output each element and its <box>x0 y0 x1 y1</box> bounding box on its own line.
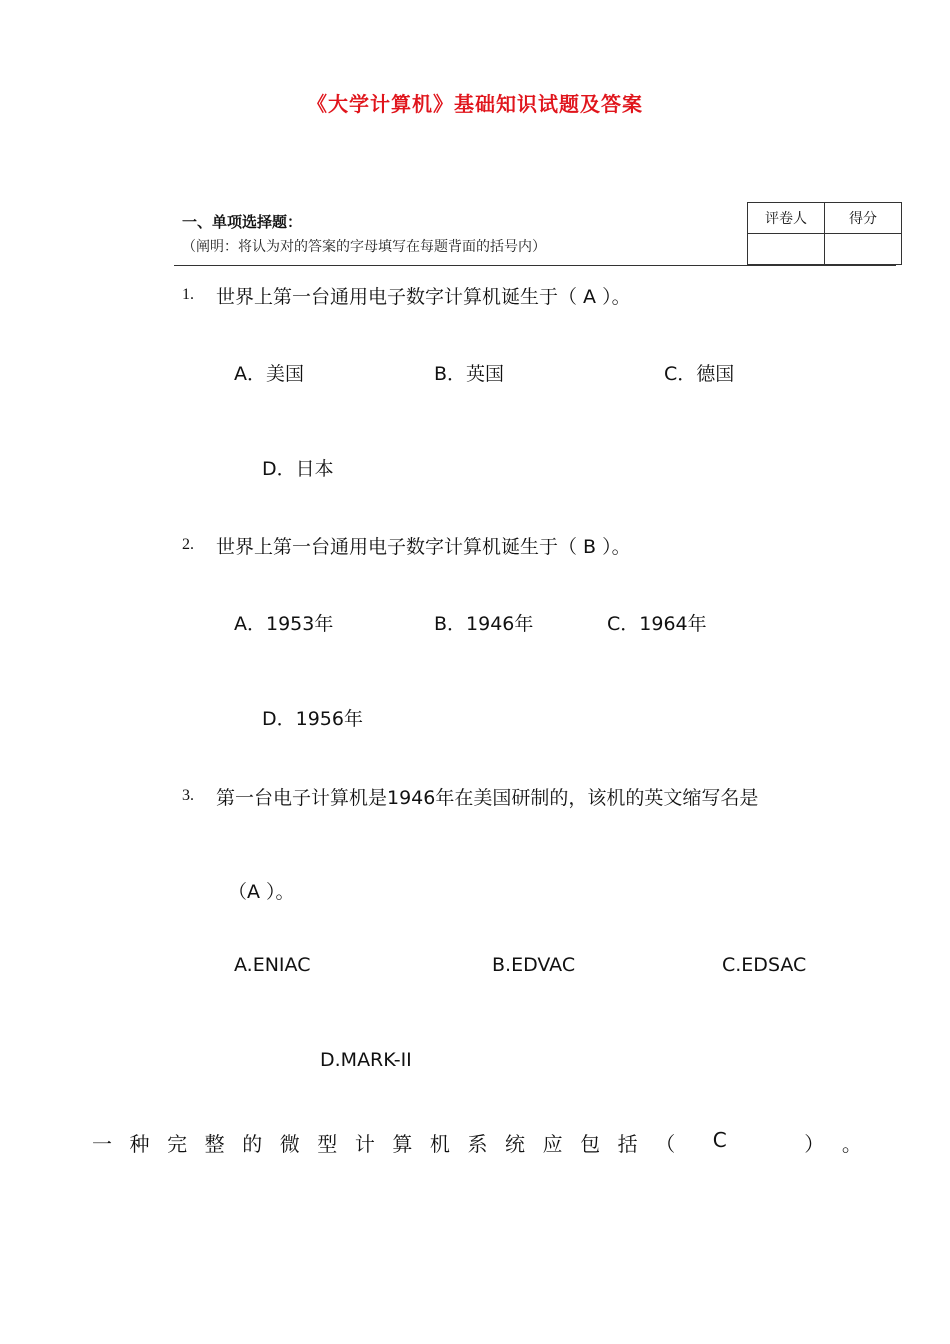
q4-char: 的 <box>242 1132 263 1156</box>
question-2-number: 2. <box>182 536 194 553</box>
question-1-option-b: B．英国 <box>434 363 505 385</box>
question-2-option-a: A．1953年 <box>234 613 334 635</box>
question-3-option-c: C.EDSAC <box>722 954 807 976</box>
question-1-option-a: A．美国 <box>234 363 304 385</box>
grader-header: 评卷人 <box>748 203 825 234</box>
question-1-option-d: D．日本 <box>262 458 334 480</box>
q4-char: 完 <box>167 1132 188 1156</box>
q4-char: 包 <box>580 1132 601 1156</box>
question-2-option-d: D．1956年 <box>262 708 363 730</box>
document-title: 《大学计算机》基础知识试题及答案 <box>307 92 643 116</box>
score-header: 得分 <box>825 203 902 234</box>
question-1-number: 1. <box>182 286 194 303</box>
q4-char: 。 <box>841 1132 862 1156</box>
question-1-option-c: C．德国 <box>664 363 735 385</box>
question-3-number: 3. <box>182 787 194 804</box>
question-1-text: 世界上第一台通用电子数字计算机诞生于（ A ）。 <box>216 286 631 308</box>
question-3-option-a: A.ENIAC <box>234 954 311 976</box>
score-table <box>747 202 902 265</box>
q4-char: 机 <box>429 1132 450 1156</box>
question-4-text <box>92 1128 862 1157</box>
question-2-text: 世界上第一台通用电子数字计算机诞生于（ B ）。 <box>216 536 631 558</box>
question-2-option-b: B．1946年 <box>434 613 534 635</box>
q4-char: 种 <box>129 1132 150 1156</box>
q4-char: 型 <box>317 1132 338 1156</box>
section-note: （阐明：将认为对的答案的字母填写在每题背面的括号内） <box>182 239 546 255</box>
question-2-option-c: C．1964年 <box>607 613 707 635</box>
q4-answer: C <box>712 1128 727 1152</box>
q4-char: 统 <box>505 1132 526 1156</box>
question-3-answer-line: （A ）。 <box>228 881 295 903</box>
question-3-option-d: D.MARK-II <box>320 1049 412 1071</box>
q4-char: 算 <box>392 1132 413 1156</box>
q4-char: 应 <box>542 1132 563 1156</box>
section-heading: 一、单项选择题： <box>182 213 303 231</box>
q4-char: 一 <box>92 1132 112 1156</box>
q4-char: 系 <box>467 1132 488 1156</box>
q4-char: 括 <box>617 1132 638 1156</box>
section-divider <box>174 265 896 266</box>
q4-char: 整 <box>204 1132 225 1156</box>
q4-char: 微 <box>279 1132 300 1156</box>
score-cell <box>825 234 902 265</box>
q4-char: （ <box>655 1132 676 1156</box>
q4-char: ） <box>804 1132 825 1156</box>
grader-cell <box>748 234 825 265</box>
question-3-option-b: B.EDVAC <box>492 954 576 976</box>
question-3-text: 第一台电子计算机是1946年在美国研制的，该机的英文缩写名是 <box>216 787 759 809</box>
q4-char: 计 <box>354 1132 375 1156</box>
